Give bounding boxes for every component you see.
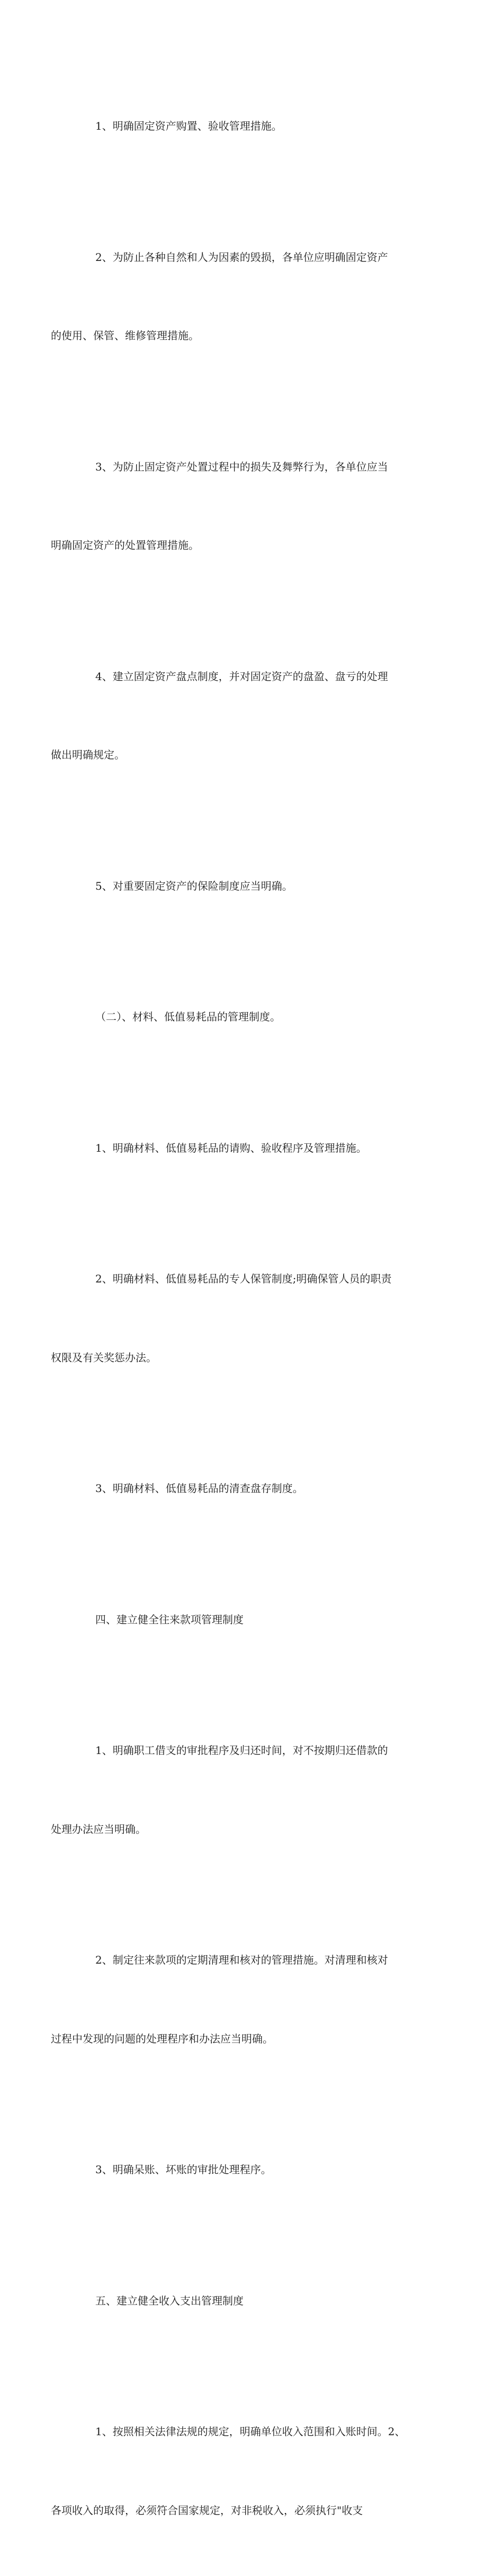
text-line: 权限及有关奖惩办法。 [51, 1351, 157, 1364]
paragraph-materials-2 [51, 1214, 444, 1423]
section-heading-income-expense [73, 2236, 444, 2367]
text-line: 明确固定资产的处置管理措施。 [51, 539, 199, 552]
paragraph-fixed-assets-5 [73, 821, 444, 952]
text-line: 的使用、保管、维修管理措施。 [51, 329, 199, 342]
text-line: （二）、材料、低值易耗品的管理制度。 [95, 1010, 281, 1023]
text-line: 3、明确呆账、坏账的审批处理程序。 [95, 2163, 272, 2176]
text-line: 3、为防止固定资产处置过程中的损失及舞弊行为，各单位应当 [95, 460, 388, 473]
paragraph-materials-1 [73, 1083, 444, 1214]
text-line: 四、建立健全往来款项管理制度 [95, 1613, 244, 1626]
text-line: 过程中发现的问题的处理程序和办法应当明确。 [51, 2032, 273, 2045]
paragraph-receivables-3 [73, 2104, 444, 2236]
text-line: 4、建立固定资产盘点制度，并对固定资产的盘盈、盘亏的处理 [95, 670, 388, 683]
text-line: 2、明确材料、低值易耗品的专人保管制度;明确保管人员的职责 [95, 1272, 392, 1285]
paragraph-materials-3 [73, 1423, 444, 1554]
text-line: 2、为防止各种自然和人为因素的毁损，各单位应明确固定资产 [95, 250, 388, 264]
paragraph-income-expense-1 [51, 2366, 444, 2576]
section-heading-materials [73, 952, 444, 1083]
text-line: 1、按照相关法律法规的规定，明确单位收入范围和入账时间。2、 [95, 2425, 406, 2438]
text-line: 五、建立健全收入支出管理制度 [95, 2294, 244, 2307]
text-line: 处理办法应当明确。 [51, 1822, 146, 1836]
text-line: 5、对重要固定资产的保险制度应当明确。 [95, 879, 293, 892]
document-body [51, 61, 444, 2576]
paragraph-fixed-assets-3 [51, 402, 444, 611]
text-line: 做出明确规定。 [51, 748, 125, 761]
text-line: 1、明确材料、低值易耗品的请购、验收程序及管理措施。 [95, 1141, 367, 1154]
paragraph-receivables-2 [51, 1895, 444, 2104]
paragraph-fixed-assets-4 [51, 611, 444, 821]
paragraph-receivables-1 [51, 1685, 444, 1895]
text-line: 2、制定往来款项的定期清理和核对的管理措施。对清理和核对 [95, 1954, 388, 1966]
section-heading-receivables [73, 1554, 444, 1686]
paragraph-fixed-assets-2 [51, 192, 444, 402]
paragraph-fixed-assets-1 [73, 61, 444, 192]
text-line: 1、明确固定资产购置、验收管理措施。 [95, 120, 282, 132]
text-line: 1、明确职工借支的审批程序及归还时间，对不按期归还借款的 [95, 1744, 388, 1757]
text-line: 3、明确材料、低值易耗品的清查盘存制度。 [95, 1482, 303, 1495]
text-line: 各项收入的取得，必须符合国家规定，对非税收入，必须执行"收支 [51, 2503, 363, 2517]
